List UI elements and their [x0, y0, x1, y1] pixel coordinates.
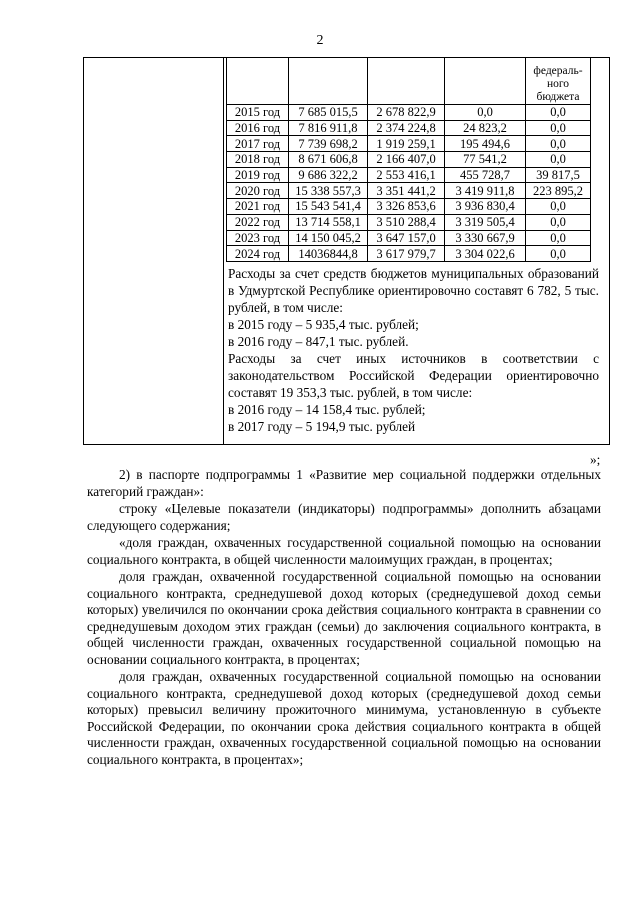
table-cell: 7 685 015,5 — [289, 105, 368, 121]
table-cell: 2 678 822,9 — [368, 105, 445, 121]
table-cell: 0,0 — [526, 152, 591, 168]
table-cell: 0,0 — [526, 214, 591, 230]
table-cell: 2020 год — [227, 183, 289, 199]
table-cell: 3 351 441,2 — [368, 183, 445, 199]
table-cell: 3 647 157,0 — [368, 230, 445, 246]
header-cell — [227, 58, 289, 105]
body-paragraph: «доля граждан, охваченных государственной социальной помощью на основании социального контракта, в общей численности малоимущих граждан, в процентах; — [87, 535, 601, 567]
header-cell — [368, 58, 445, 105]
body-paragraph: строку «Целевые показатели (индикаторы) подпрограммы» дополнить абзацами следующего содержания; — [87, 501, 601, 533]
document-body — [87, 467, 601, 769]
table-cell: 195 494,6 — [445, 136, 526, 152]
table-cell: 0,0 — [526, 246, 591, 262]
table-cell: 14036844,8 — [289, 246, 368, 262]
table-cell: 15 338 557,3 — [289, 183, 368, 199]
table-row — [227, 136, 591, 152]
table-cell: 0,0 — [526, 136, 591, 152]
table-cell: 2016 год — [227, 120, 289, 136]
table-cell: 2021 год — [227, 199, 289, 215]
header-cell — [445, 58, 526, 105]
table-cell: 2019 год — [227, 167, 289, 183]
table-cell: 8 671 606,8 — [289, 152, 368, 168]
table-cell: 3 510 288,4 — [368, 214, 445, 230]
header-fed-line: бюджета — [536, 91, 580, 103]
note-line: в 2017 году – 5 194,9 тыс. рублей — [228, 419, 416, 434]
header-fed-line: федераль- — [533, 65, 583, 77]
table-cell: 13 714 558,1 — [289, 214, 368, 230]
table-cell: 7 739 698,2 — [289, 136, 368, 152]
table-cell: 2 374 224,8 — [368, 120, 445, 136]
table-header-row — [227, 58, 591, 105]
table-row — [227, 167, 591, 183]
table-cell: 0,0 — [526, 105, 591, 121]
table-cell: 9 686 322,2 — [289, 167, 368, 183]
table-cell: 0,0 — [445, 105, 526, 121]
table-body — [227, 105, 591, 262]
table-cell: 1 919 259,1 — [368, 136, 445, 152]
table-cell: 3 304 022,6 — [445, 246, 526, 262]
body-paragraph: доля граждан, охваченных государственной социальной помощью на основании социального контракта, среднедушевой доход которых (среднедушевой доход семьи которых) превысил величину прожиточного минимума, установленную в субъекте Российской Федерации, по окончании срока действия социального контракта в общей численности граждан, охваченных государственной социальной помощью на основании социального контракта, в процентах»; — [87, 669, 601, 767]
table-cell: 3 330 667,9 — [445, 230, 526, 246]
table-cell: 0,0 — [526, 230, 591, 246]
note-paragraph: Расходы за счет иных источников в соответствии с законодательством Российской Федерации ориентировочно составят 19 353,3 тыс. рублей, в том числе: — [228, 351, 599, 400]
table-cell: 3 617 979,7 — [368, 246, 445, 262]
table-cell: 2024 год — [227, 246, 289, 262]
table-cell: 3 936 830,4 — [445, 199, 526, 215]
table-cell: 3 419 911,8 — [445, 183, 526, 199]
note-line: в 2016 году – 14 158,4 тыс. рублей; — [228, 402, 426, 417]
table-cell: 223 895,2 — [526, 183, 591, 199]
table-row — [227, 183, 591, 199]
table-cell: 15 543 541,4 — [289, 199, 368, 215]
table-row — [227, 199, 591, 215]
note-line: в 2016 году – 847,1 тыс. рублей. — [228, 334, 409, 349]
table-row — [227, 120, 591, 136]
table-cell: 0,0 — [526, 120, 591, 136]
table-cell: 24 823,2 — [445, 120, 526, 136]
table-cell: 2023 год — [227, 230, 289, 246]
body-paragraph: 2) в паспорте подпрограммы 1 «Развитие мер социальной поддержки отдельных категорий граждан»: — [87, 467, 601, 499]
table-cell: 7 816 911,8 — [289, 120, 368, 136]
table-row — [227, 152, 591, 168]
table-cell: 455 728,7 — [445, 167, 526, 183]
table-cell: 2022 год — [227, 214, 289, 230]
table-cell: 14 150 045,2 — [289, 230, 368, 246]
table-cell: 2015 год — [227, 105, 289, 121]
funding-table — [226, 57, 591, 262]
body-paragraph: доля граждан, охваченной государственной социальной помощью на основании социального контракта, среднедушевой доход которых (среднедушевой доход семьи которых) увеличился по окончании срока действия социального контракта в сравнении со среднедушевым доходом этих граждан (семьи) до заключения социального контракта, в общей численности граждан, охваченных государственной социальной помощью на основании социального контракта, в процентах; — [87, 569, 601, 667]
column-divider — [223, 58, 224, 444]
note-paragraph: Расходы за счет средств бюджетов муниципальных образований в Удмуртской Республике ориентировочно составят 6 782, 5 тыс. рублей, в том числе: — [228, 266, 599, 315]
header-fed-line: ного — [546, 78, 570, 90]
page-number: 2 — [316, 33, 324, 48]
table-cell: 3 319 505,4 — [445, 214, 526, 230]
table-row — [227, 105, 591, 121]
table-row — [227, 230, 591, 246]
table-cell: 39 817,5 — [526, 167, 591, 183]
table-cell: 0,0 — [526, 199, 591, 215]
table-cell: 2 166 407,0 — [368, 152, 445, 168]
table-cell: 3 326 853,6 — [368, 199, 445, 215]
closing-quote-mark: »; — [590, 452, 601, 467]
table-cell: 2018 год — [227, 152, 289, 168]
note-line: в 2015 году – 5 935,4 тыс. рублей; — [228, 317, 419, 332]
table-cell: 77 541,2 — [445, 152, 526, 168]
header-federal-budget — [526, 58, 591, 105]
expense-notes — [228, 265, 599, 435]
header-cell — [289, 58, 368, 105]
table-row — [227, 214, 591, 230]
table-row — [227, 246, 591, 262]
table-cell: 2 553 416,1 — [368, 167, 445, 183]
table-cell: 2017 год — [227, 136, 289, 152]
